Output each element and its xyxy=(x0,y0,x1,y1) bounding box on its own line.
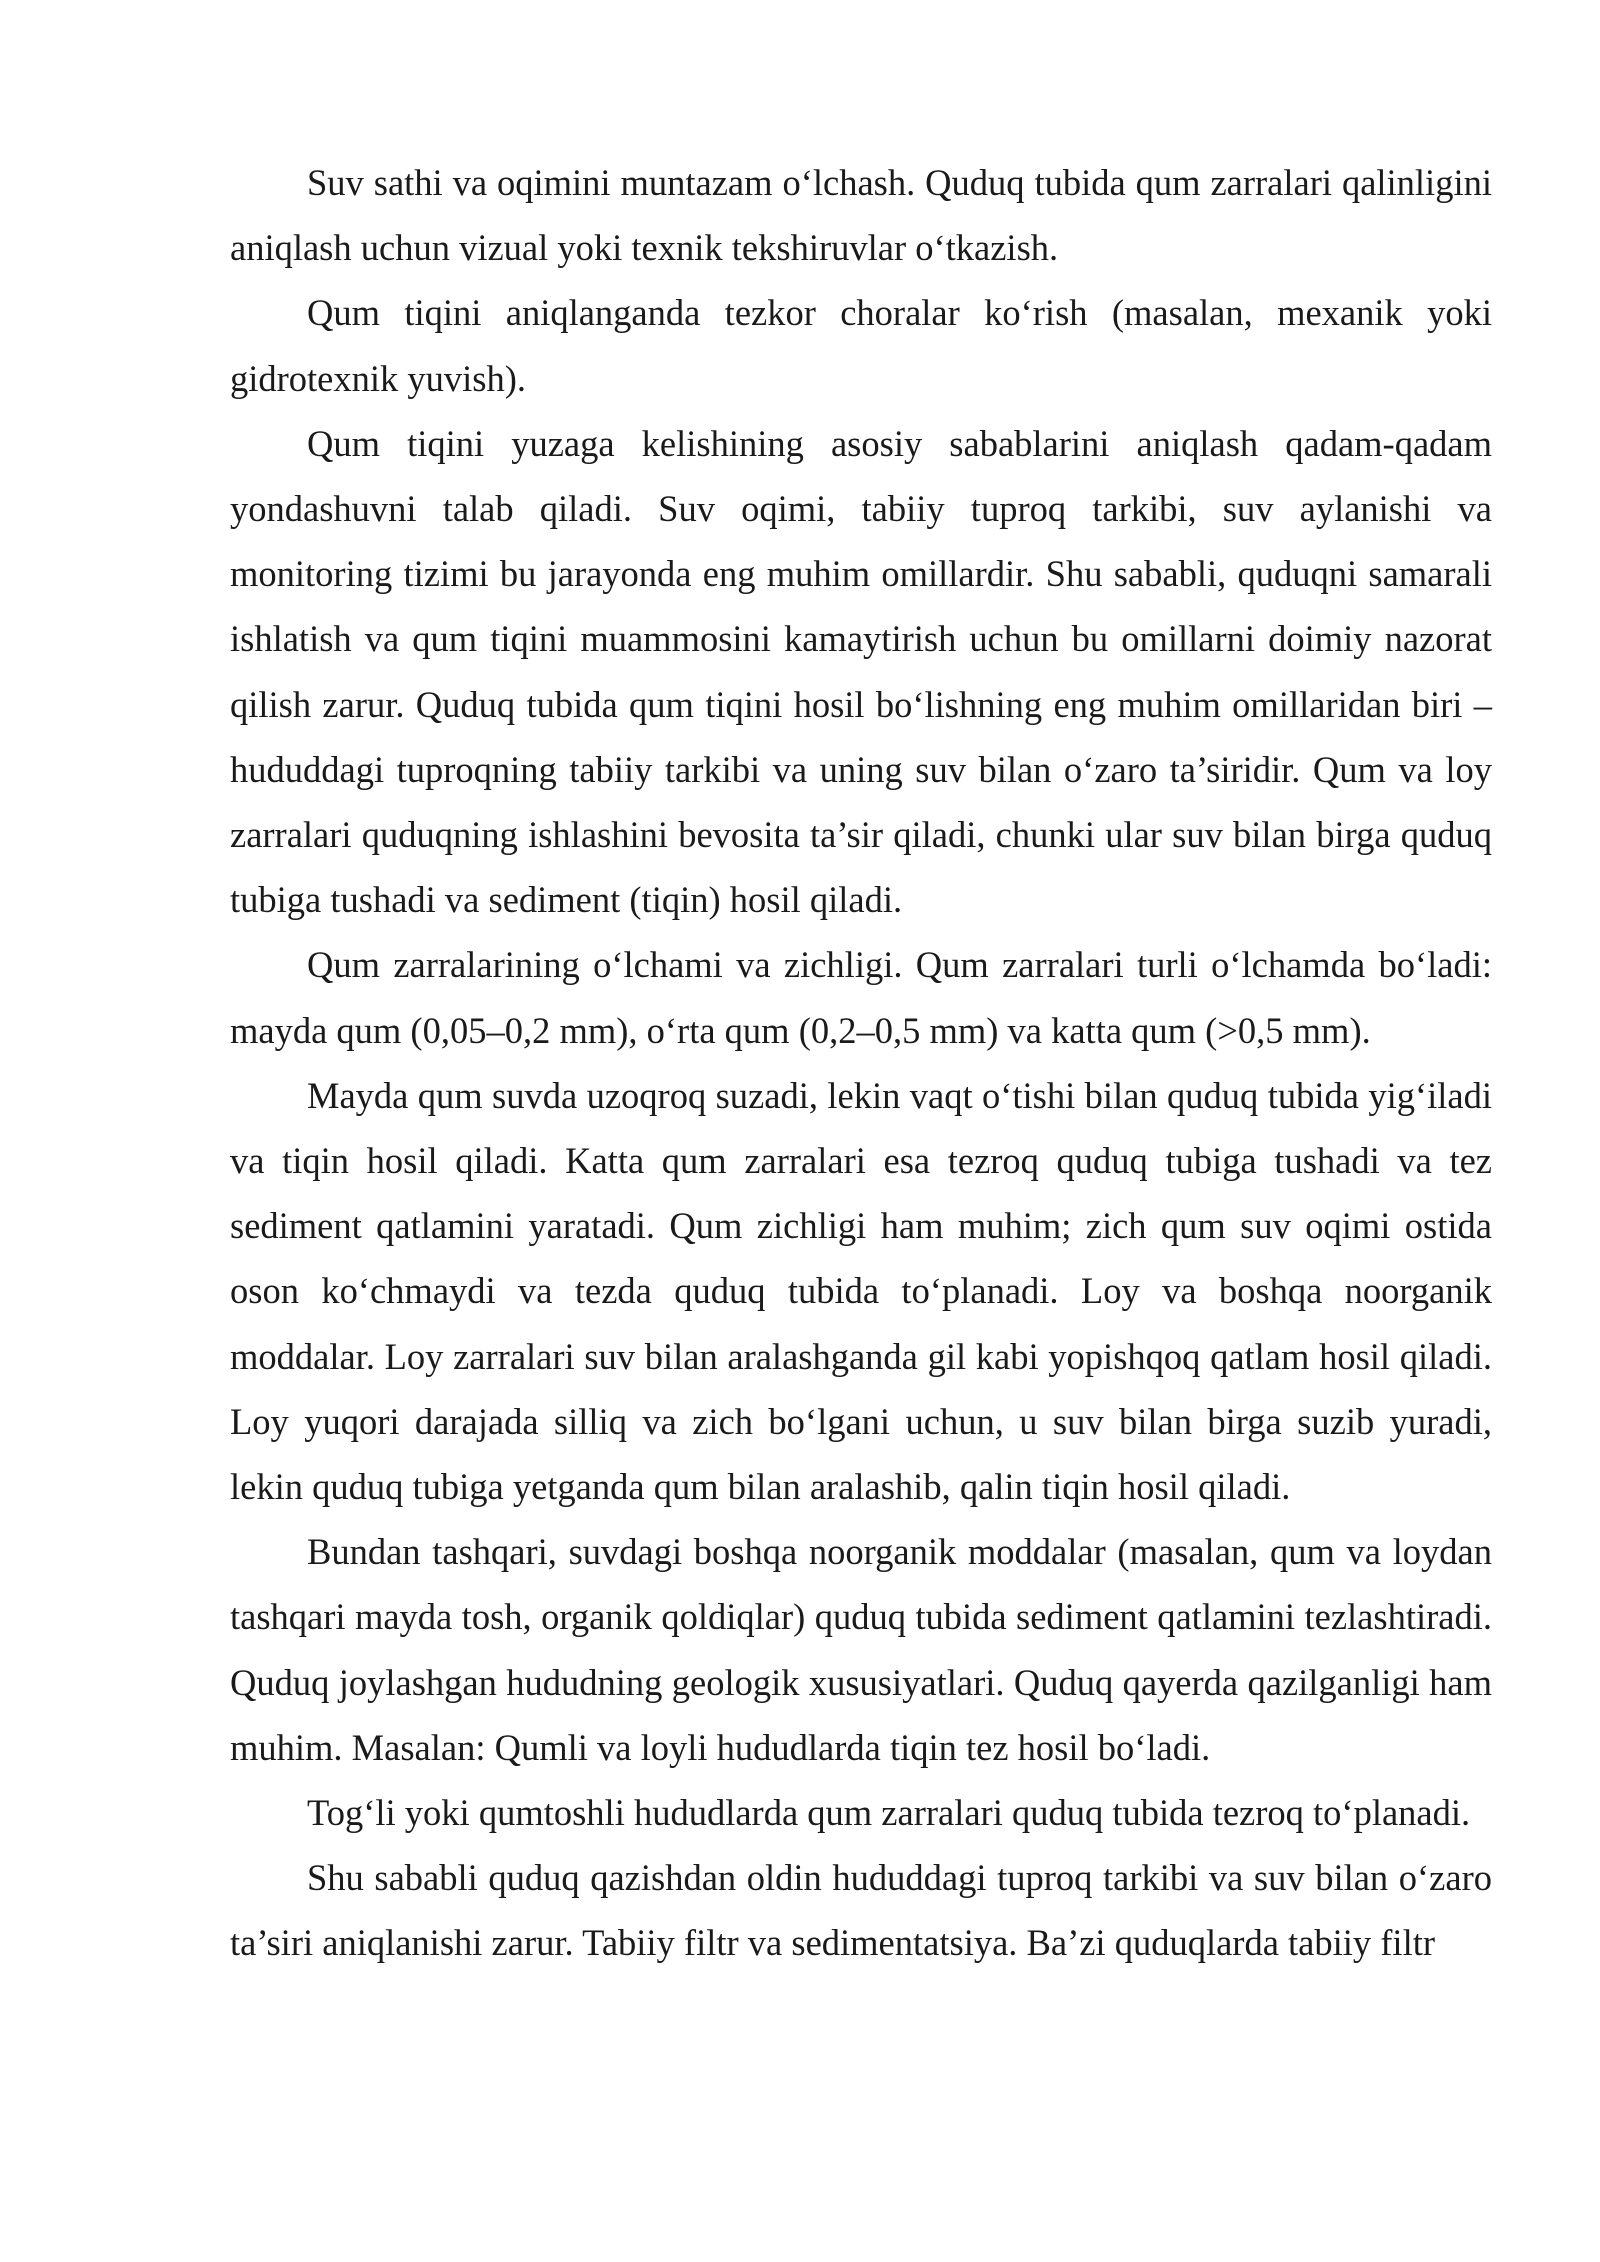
paragraph-8: Shu sababli quduq qazishdan oldin hududdagi tuproq tarkibi va suv bilan o‘zaro ta’siri aniqlanishi zarur. Tabiiy filtr va sedimentatsiya. Ba’zi quduqlarda tabiiy filtr xyxy=(230,1857,1492,1964)
paragraph-6: Bundan tashqari, suvdagi boshqa noorganik moddalar (masalan, qum va loydan tashqari mayda tosh, organik qoldiqlar) quduq tubida sediment qatlamini tezlashtiradi. Quduq joylashgan hududning geologik xususiyatlari. Quduq qayerda qazilganligi ham muhim. Masalan: Qumli va loyli hududlarda tiqin tez hosil bo‘ladi. xyxy=(230,1531,1492,1768)
paragraph-1: Suv sathi va oqimini muntazam o‘lchash. Quduq tubida qum zarralari qalinligini aniqlash uchun vizual yoki texnik tekshiruvlar o‘tkazish. xyxy=(230,162,1492,269)
paragraph-3: Qum tiqini yuzaga kelishining asosiy sabablarini aniqlash qadam-qadam yondashuvni talab qiladi. Suv oqimi, tabiiy tuproq tarkibi, suv aylanishi va monitoring tizimi bu jarayonda eng muhim omillardir. Shu sababli, quduqni samarali ishlatish va qum tiqini muammosini kamaytirish uchun bu omillarni doimiy nazorat qilish zarur. Quduq tubida qum tiqini hosil bo‘lishning eng muhim omillaridan biri – hududdagi tuproqning tabiiy tarkibi va uning suv bilan o‘zaro ta’siridir. Qum va loy zarralari quduqning ishlashini bevosita ta’sir qiladi, chunki ular suv bilan birga quduq tubiga tushadi va sediment (tiqin) hosil qiladi. xyxy=(230,422,1492,921)
paragraph-4: Qum zarralarining o‘lchami va zichligi. Qum zarralari turli o‘lchamda bo‘ladi: mayda qum (0,05–0,2 mm), o‘rta qum (0,2–0,5 mm) va katta qum (>0,5 mm). xyxy=(230,944,1492,1051)
paragraph-5: Mayda qum suvda uzoqroq suzadi, lekin vaqt o‘tishi bilan quduq tubida yig‘iladi va tiqin hosil qiladi. Katta qum zarralari esa tezroq quduq tubiga tushadi va tez sediment qatlamini yaratadi. Qum zichligi ham muhim; zich qum suv oqimi ostida oson ko‘chmaydi va tezda quduq tubida to‘planadi. Loy va boshqa noorganik moddalar. Loy zarralari suv bilan aralashganda gil kabi yopishqoq qatlam hosil qiladi. Loy yuqori darajada silliq va zich bo‘lgani uchun, u suv bilan birga suzib yuradi, lekin quduq tubiga yetganda qum bilan aralashib, qalin tiqin hosil qiladi. xyxy=(230,1074,1492,1508)
paragraph-2: Qum tiqini aniqlanganda tezkor choralar ko‘rish (masalan, mexanik yoki gidrotexnik yuvish). xyxy=(230,292,1492,399)
paragraph-7: Tog‘li yoki qumtoshli hududlarda qum zarralari quduq tubida tezroq to‘planadi. xyxy=(307,1792,1471,1834)
body-text xyxy=(230,150,1492,1976)
